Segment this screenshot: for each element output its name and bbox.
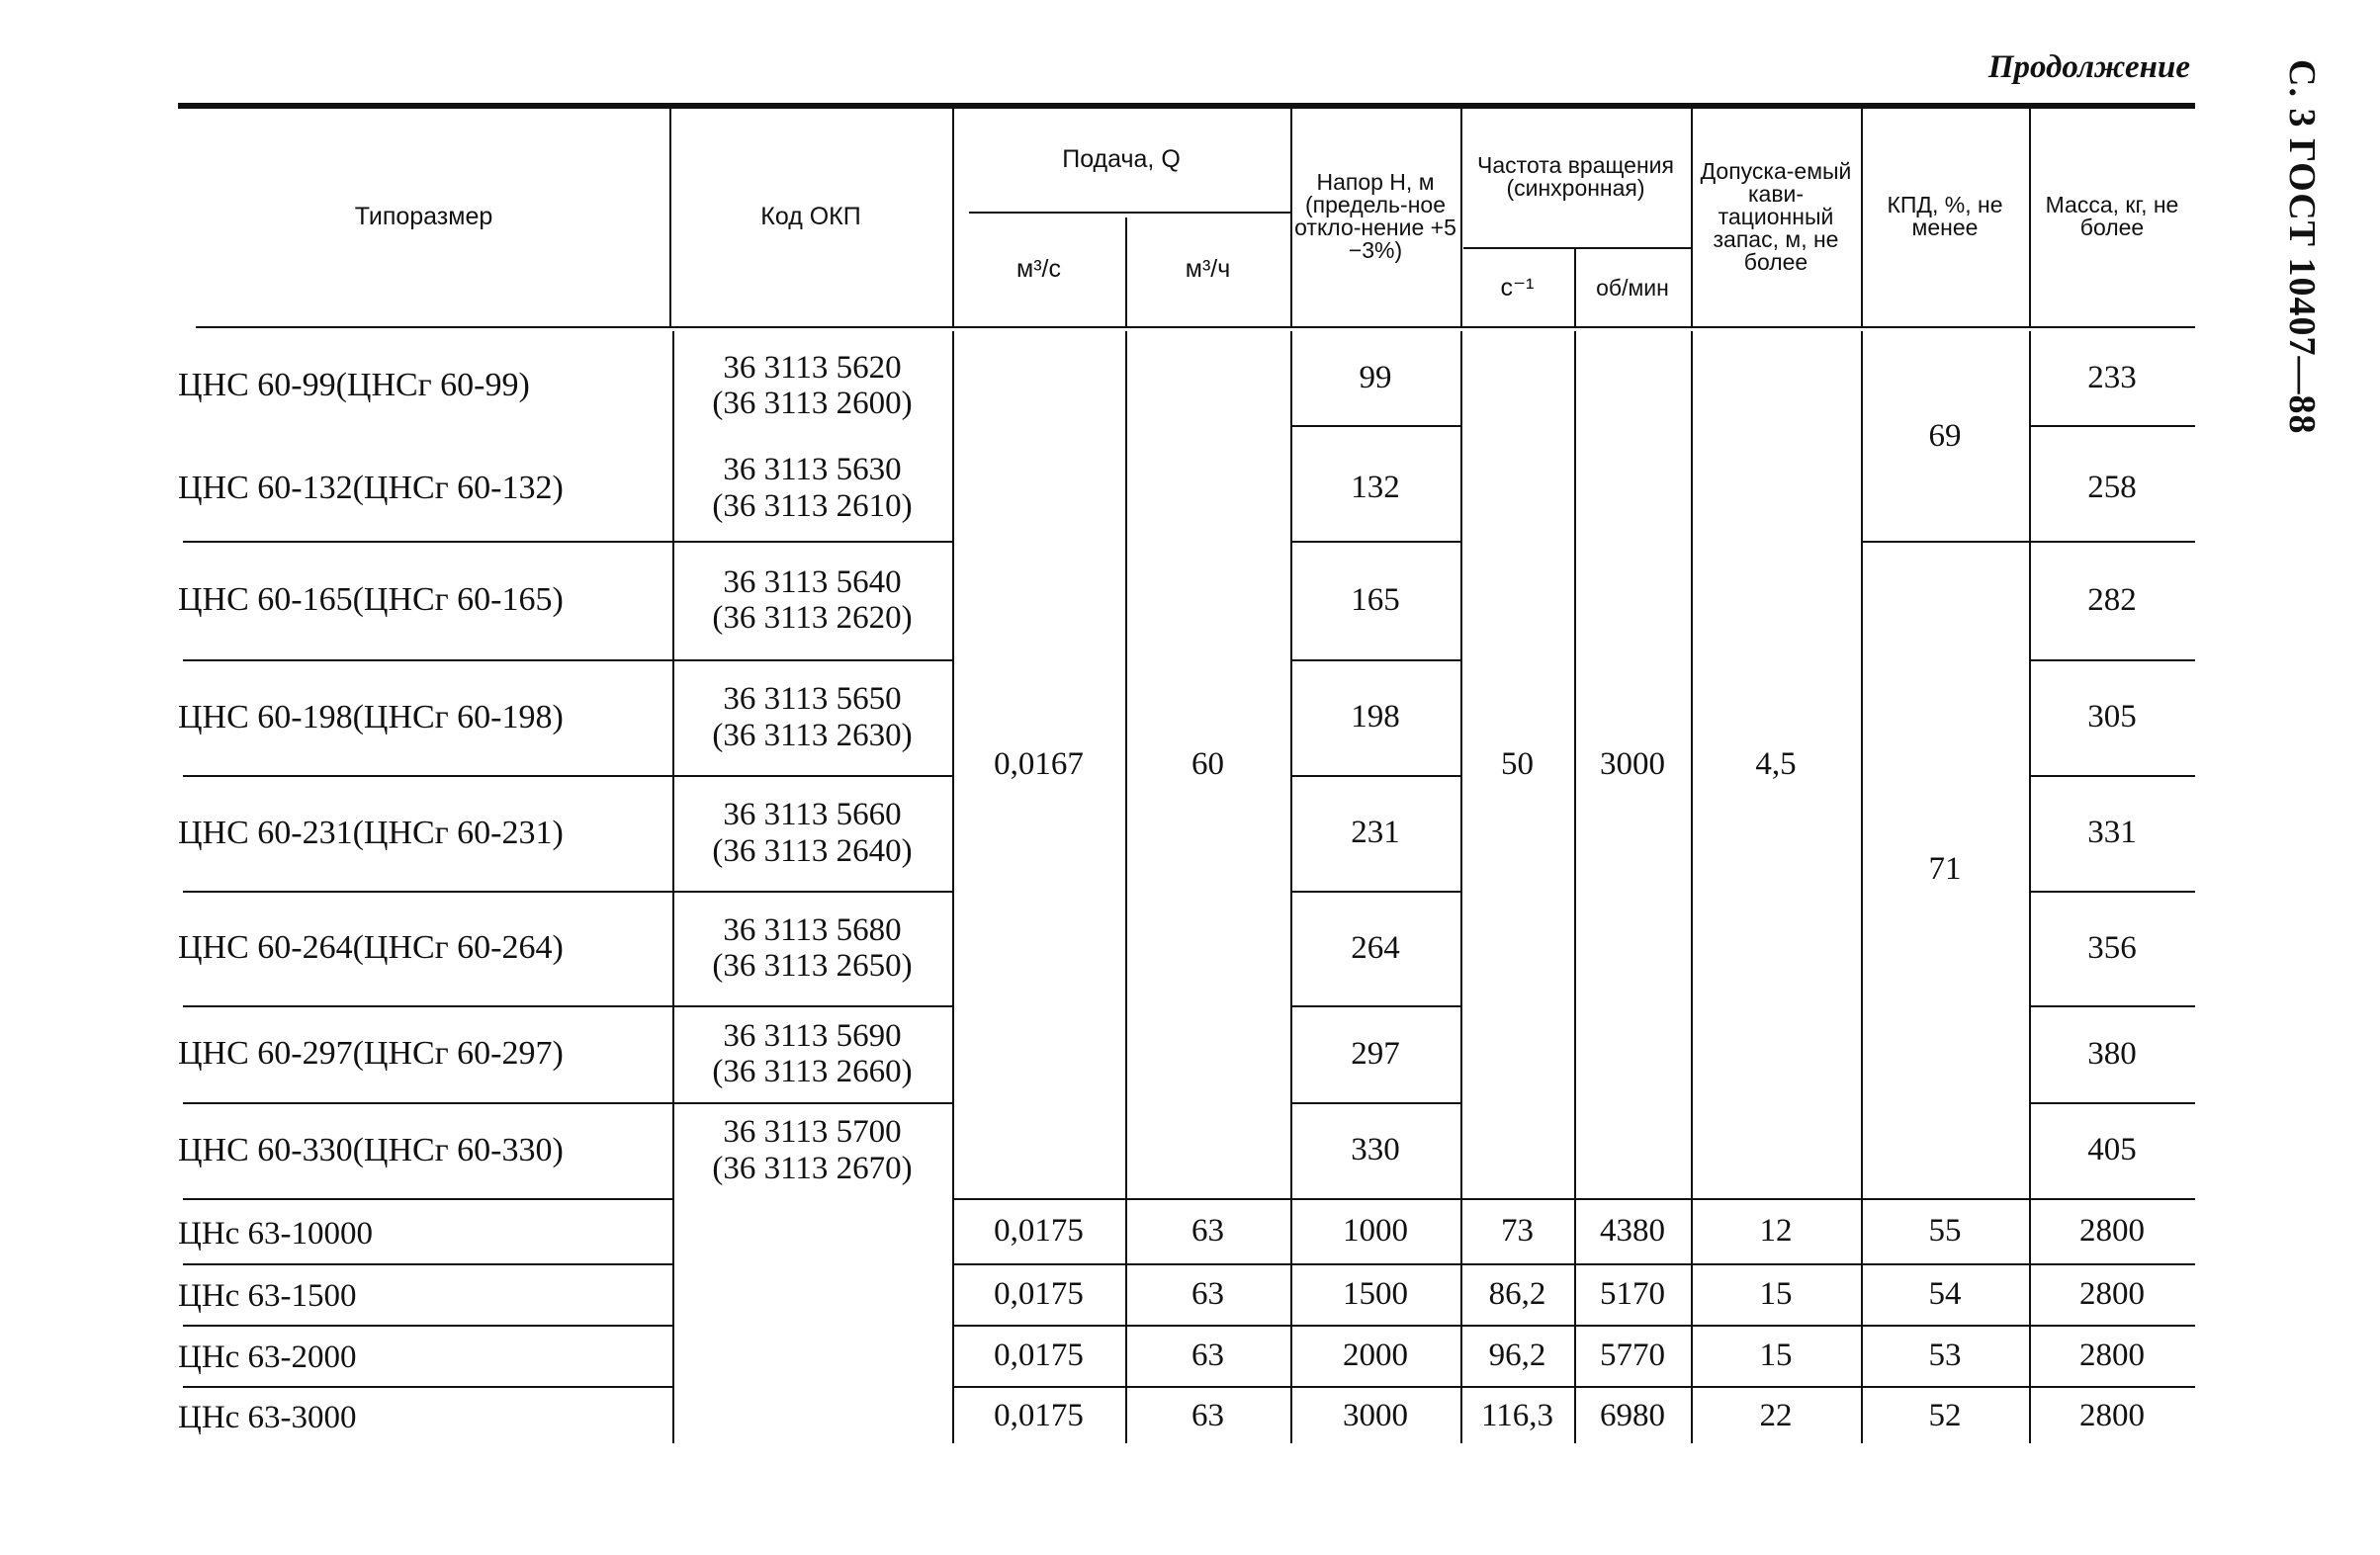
table-row-mass: 331 <box>2087 815 2137 851</box>
table-row-head: 3000 <box>1343 1397 1408 1433</box>
table-row-mass: 305 <box>2087 699 2137 735</box>
group1-efficiency-b: 71 <box>1928 851 1962 888</box>
table-row-code: 36 3113 5680 (36 3113 2650) <box>712 911 913 984</box>
table-row-code: 36 3113 5650 (36 3113 2630) <box>712 681 913 753</box>
table-row-efficiency: 53 <box>1928 1337 1962 1373</box>
table-row-flow-m3h: 63 <box>1191 1212 1224 1249</box>
table-row-code: 36 3113 5660 (36 3113 2640) <box>712 797 913 869</box>
table-row-code: 36 3113 5690 (36 3113 2660) <box>712 1017 913 1089</box>
table-row-type: ЦНС 60-132(ЦНСг 60-132) <box>178 469 564 506</box>
table-row-flow-m3s: 0,0175 <box>994 1275 1084 1312</box>
table-row-head: 330 <box>1351 1132 1400 1168</box>
table-row-head: 132 <box>1351 470 1400 506</box>
table-row-type: ЦНС 60-231(ЦНСг 60-231) <box>178 814 564 851</box>
table-row-type: ЦНс 63-2000 <box>178 1339 357 1375</box>
table-row-type: ЦНс 63-3000 <box>178 1399 357 1435</box>
table-row-type: ЦНС 60-264(ЦНСг 60-264) <box>178 929 564 967</box>
page-side-header: С. 3 ГОСТ 10407—88 <box>2281 59 2323 435</box>
table-row-freq-s: 96,2 <box>1488 1337 1546 1373</box>
table-row-npsh: 12 <box>1759 1212 1793 1249</box>
group1-freq-s: 50 <box>1501 746 1534 783</box>
table-row-head: 231 <box>1351 815 1400 851</box>
group1-npsh: 4,5 <box>1755 746 1797 783</box>
group1-efficiency-a: 69 <box>1928 417 1962 454</box>
table-row-type: ЦНС 60-198(ЦНСг 60-198) <box>178 698 564 735</box>
header-npsh: Допуска-емый кави-тационный запас, м, не более <box>1700 157 1852 275</box>
table-row-code: 36 3113 5640 (36 3113 2620) <box>712 563 913 636</box>
table-row-head: 1000 <box>1343 1212 1408 1249</box>
table-row-mass: 258 <box>2087 470 2137 506</box>
table-row-head: 99 <box>1359 360 1392 396</box>
header-mass: Масса, кг, не более <box>2045 192 2179 240</box>
table-row-npsh: 22 <box>1759 1397 1793 1433</box>
table-row-freq-s: 73 <box>1501 1212 1534 1249</box>
table-row-npsh: 15 <box>1759 1275 1793 1312</box>
header-flow-m3s: м³/с <box>1016 254 1061 283</box>
table-row-type: ЦНС 60-297(ЦНСг 60-297) <box>178 1035 564 1073</box>
header-freq-rpm: об/мин <box>1596 274 1669 301</box>
table-row-freq-rpm: 5770 <box>1600 1337 1665 1373</box>
header-flow-m3h: м³/ч <box>1185 254 1231 283</box>
header-flow: Подача, Q <box>1062 144 1181 173</box>
table-row-type: ЦНс 63-1500 <box>178 1277 357 1314</box>
table-row-head: 165 <box>1351 581 1400 618</box>
table-row-mass: 2800 <box>2079 1337 2145 1373</box>
table-row-type: ЦНС 60-99(ЦНСг 60-99) <box>178 367 530 404</box>
table-row-head: 2000 <box>1343 1337 1408 1373</box>
table-row-type: ЦНс 63-10000 <box>178 1215 374 1252</box>
table-row-mass: 405 <box>2087 1132 2137 1168</box>
table-row-npsh: 15 <box>1759 1337 1793 1373</box>
table-row-efficiency: 52 <box>1928 1397 1962 1433</box>
table-row-mass: 380 <box>2087 1035 2137 1072</box>
table-row-flow-m3h: 63 <box>1191 1337 1224 1373</box>
table-row-freq-s: 116,3 <box>1480 1397 1554 1433</box>
table-row-flow-m3s: 0,0175 <box>994 1212 1084 1249</box>
table-row-type: ЦНС 60-330(ЦНСг 60-330) <box>178 1131 564 1168</box>
table-row-head: 1500 <box>1343 1275 1408 1312</box>
table-row-flow-m3h: 63 <box>1191 1397 1224 1433</box>
table-row-mass: 356 <box>2087 929 2137 966</box>
header-okp-code: Код ОКП <box>760 202 861 230</box>
table-row-code: 36 3113 5630 (36 3113 2610) <box>712 452 913 524</box>
table-row-mass: 233 <box>2087 360 2137 396</box>
table-row-head: 297 <box>1351 1035 1400 1072</box>
group1-flow-m3h: 60 <box>1191 746 1224 783</box>
table-row-mass: 2800 <box>2079 1212 2145 1249</box>
table-row-freq-rpm: 6980 <box>1600 1397 1665 1433</box>
header-head: Напор H, м (предель-ное откло-нение +5 −3%) <box>1294 169 1456 263</box>
table-row-code: 36 3113 5620 (36 3113 2600) <box>712 349 913 421</box>
group1-flow-m3s: 0,0167 <box>994 746 1084 783</box>
table-row-flow-m3s: 0,0175 <box>994 1337 1084 1373</box>
table-row-mass: 282 <box>2087 581 2137 618</box>
table-row-efficiency: 55 <box>1928 1212 1962 1249</box>
header-efficiency: КПД, %, не менее <box>1887 192 2003 240</box>
table-row-mass: 2800 <box>2079 1397 2145 1433</box>
table-row-code: 36 3113 5700 (36 3113 2670) <box>712 1114 913 1186</box>
table-row-mass: 2800 <box>2079 1275 2145 1312</box>
header-freq-s: с⁻¹ <box>1500 273 1535 302</box>
table-row-efficiency: 54 <box>1928 1275 1962 1312</box>
table-row-type: ЦНС 60-165(ЦНСг 60-165) <box>178 581 564 619</box>
table-row-flow-m3s: 0,0175 <box>994 1397 1084 1433</box>
header-type: Типоразмер <box>354 202 493 230</box>
table-row-flow-m3h: 63 <box>1191 1275 1224 1312</box>
group1-freq-rpm: 3000 <box>1600 746 1665 783</box>
header-frequency: Частота вращения (синхронная) <box>1477 152 1674 201</box>
table-row-freq-s: 86,2 <box>1488 1275 1546 1312</box>
table-row-freq-rpm: 5170 <box>1600 1275 1665 1312</box>
table-row-head: 198 <box>1351 699 1400 735</box>
continuation-label: Продолжение <box>1987 49 2190 85</box>
table-row-freq-rpm: 4380 <box>1600 1212 1665 1249</box>
table-row-head: 264 <box>1351 929 1400 966</box>
